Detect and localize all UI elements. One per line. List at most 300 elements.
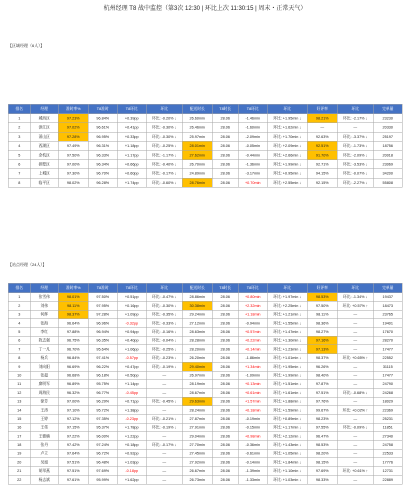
t8-time-diff-cell: +0.13min — [238, 380, 267, 389]
t8-time-diff-cell: -1.60min — [238, 123, 267, 132]
rating-change-cell: 环比: -0.09% ↓ — [337, 423, 373, 432]
table-row — [8, 397, 402, 406]
order-count-cell: 17776 — [373, 458, 402, 467]
rank-cell: 12 — [8, 388, 30, 397]
delivery-time-cell: 27.70min — [182, 441, 212, 450]
t8-time-cell: 28.06 — [212, 310, 238, 319]
delivery-time-change-cell: 环比: +1.03min ↓ — [267, 475, 307, 484]
table-row — [8, 414, 402, 423]
page-title: 杭州经理 T8 战中监控（第3次 12:30 | 环比上次 11:30:15 | 周末・正常天气） — [103, 4, 307, 12]
delivery-time-change-cell: 环比: +1.99min ↓ — [267, 371, 307, 380]
rating-cell: 92.71% — [307, 160, 337, 169]
delivery-time-cell: 26.46min — [182, 123, 212, 132]
rating-change-cell: 环比: -0.07% ↓ — [337, 169, 373, 178]
delivery-time-cell: 29.40min — [182, 362, 212, 371]
t8-on-time-cell: 96.18% — [88, 371, 117, 380]
on-time-rate-cell: 97.23% — [58, 114, 88, 123]
rating-cell: 92.51% — [307, 141, 337, 150]
t8-time-diff-cell: -1.09min — [238, 371, 267, 380]
column-header: 好评率 — [307, 104, 337, 114]
t8-time-cell: 28.06 — [212, 160, 238, 169]
rating-change-cell: — — [337, 345, 373, 354]
order-count-cell: 18029 — [373, 397, 402, 406]
t8-on-time-cell: 96.33% — [88, 151, 117, 160]
t8-time-diff-cell: +0.80min — [238, 293, 267, 302]
manager-name-cell: 王伟 — [30, 423, 58, 432]
column-header: 环比 — [337, 283, 373, 293]
rank-cell: 7 — [8, 345, 30, 354]
table-row — [8, 467, 402, 476]
t8-time-cell: 28.06 — [212, 345, 238, 354]
delivery-time-cell: 24.89min — [182, 169, 212, 178]
order-count-cell: 24268 — [373, 388, 402, 397]
on-time-change-cell: — — [146, 475, 182, 484]
on-time-change-cell: — — [146, 467, 182, 476]
delivery-time-cell: 28.19min — [182, 380, 212, 389]
delivery-time-change-cell: 环比: +1.95min ↓ — [267, 114, 307, 123]
order-count-cell: 20018 — [373, 151, 402, 160]
rating-change-cell: — — [337, 449, 373, 458]
t8-time-cell: 28.06 — [212, 458, 238, 467]
t8-time-diff-cell: -0.14min — [238, 458, 267, 467]
delivery-time-cell: 28.20min — [182, 345, 212, 354]
rating-cell: 98.20% — [307, 449, 337, 458]
on-time-rate-cell: 97.42% — [58, 441, 88, 450]
t8-time-cell: 28.06 — [212, 151, 238, 160]
rating-cell: — — [307, 123, 337, 132]
table-row — [8, 301, 402, 310]
rating-cell: 99.67% — [307, 406, 337, 415]
delivery-time-change-cell: 环比: +1.59min ↓ — [267, 406, 307, 415]
column-header: 环比 — [267, 104, 307, 114]
on-time-rate-cell: 96.70% — [58, 345, 88, 354]
rating-cell: 98.23% — [307, 414, 337, 423]
column-header: 环比 — [267, 283, 307, 293]
rank-cell: 3 — [8, 310, 30, 319]
delivery-time-change-cell: 环比: +1.84min ↓ — [267, 458, 307, 467]
rating-cell: 98.53% — [307, 441, 337, 450]
on-time-change-cell: 环比: -0.21% ↓ — [146, 414, 182, 423]
t8-time-cell: 28.06 — [212, 178, 238, 187]
t8-on-time-cell: 97.95% — [88, 301, 117, 310]
t8-on-time-diff-cell: +1.06pp — [117, 345, 146, 354]
table-row — [8, 169, 402, 178]
t8-time-cell: 28.06 — [212, 380, 238, 389]
table-body — [8, 114, 402, 188]
t8-time-cell: 28.06 — [212, 114, 238, 123]
delivery-time-cell: 29.04min — [182, 432, 212, 441]
t8-on-time-diff-cell: +1.22pp — [117, 432, 146, 441]
order-count-cell: 17477 — [373, 345, 402, 354]
header-row — [8, 283, 402, 293]
manager-name-cell: 滨江区 — [30, 123, 58, 132]
on-time-rate-cell: 97.61% — [58, 475, 88, 484]
t8-on-time-diff-cell: +0.47pp — [117, 362, 146, 371]
on-time-rate-cell: 96.84% — [58, 354, 88, 363]
rating-change-cell: — — [337, 362, 373, 371]
delivery-time-change-cell: 环比: +1.43min ↓ — [267, 441, 307, 450]
rank-cell: 10 — [8, 371, 30, 380]
t8-time-cell: 28.06 — [212, 449, 238, 458]
rating-cell: 98.27% — [307, 328, 337, 337]
t8-on-time-diff-cell: +1.14pp — [117, 380, 146, 389]
rank-cell: 17 — [8, 432, 30, 441]
delivery-time-change-cell: 环比: +0.95min ↓ — [267, 169, 307, 178]
delivery-time-cell: 27.45min — [182, 449, 212, 458]
delivery-time-change-cell: 环比: +1.21min ↓ — [267, 310, 307, 319]
t8-on-time-diff-cell: -0.45pp — [117, 388, 146, 397]
manager-name-cell: 李红 — [30, 328, 58, 337]
t8-time-diff-cell: -0.61min — [238, 449, 267, 458]
delivery-time-change-cell: 环比: +1.55min ↓ — [267, 319, 307, 328]
table-row — [8, 371, 402, 380]
t8-on-time-diff-cell: -0.32pp — [117, 319, 146, 328]
rating-cell: 97.55% — [307, 423, 337, 432]
t8-on-time-diff-cell: -0.18pp — [117, 467, 146, 476]
column-header: 环比 — [146, 104, 182, 114]
t8-on-time-diff-cell: +0.94pp — [117, 328, 146, 337]
t8-on-time-diff-cell: +1.17pp — [117, 151, 146, 160]
rating-change-cell: 环比: +0.57% ↑ — [337, 301, 373, 310]
delivery-time-change-cell: 环比: +1.95min ↓ — [267, 362, 307, 371]
column-header: 排名 — [8, 104, 30, 114]
column-header: T8时长 — [212, 283, 238, 293]
table-row — [8, 310, 402, 319]
rating-change-cell: — — [337, 371, 373, 380]
t8-on-time-diff-cell: +0.18pp — [117, 441, 146, 450]
delivery-time-change-cell: 环比: +1.97min ↓ — [267, 293, 307, 302]
t8-on-time-cell: 97.69% — [88, 467, 117, 476]
delivery-time-change-cell: 环比: +1.88min ↓ — [267, 397, 307, 406]
t8-on-time-diff-cell: -0.23pp — [117, 414, 146, 423]
on-time-rate-cell: 97.49% — [58, 141, 88, 150]
rank-cell: 1 — [8, 114, 30, 123]
t8-on-time-cell: 96.70% — [88, 169, 117, 178]
t8-time-diff-cell: -0.05min — [238, 141, 267, 150]
t8-time-diff-cell: -0.94min — [238, 319, 267, 328]
manager-name-cell: 上城区 — [30, 169, 58, 178]
on-time-change-cell: 环比: -0.47% ↓ — [146, 293, 182, 302]
table-row — [8, 441, 402, 450]
t8-on-time-diff-cell: +1.62pp — [117, 475, 146, 484]
t8-on-time-diff-cell: +0.40pp — [117, 336, 146, 345]
t8-on-time-cell: 97.50% — [88, 293, 117, 302]
t8-on-time-cell: 96.95% — [88, 132, 117, 141]
rank-cell: 11 — [8, 380, 30, 389]
order-count-cell: 17670 — [373, 328, 402, 337]
t8-on-time-cell: 97.24% — [88, 441, 117, 450]
rank-cell: 15 — [8, 414, 30, 423]
t8-time-cell: 28.06 — [212, 371, 238, 380]
table-row — [8, 354, 402, 363]
rank-cell: 13 — [8, 397, 30, 406]
rating-cell: 94.15% — [307, 169, 337, 178]
delivery-time-change-cell: 环比: +0.89min ↓ — [267, 414, 307, 423]
column-header: 环比 — [337, 104, 373, 114]
t8-on-time-diff-cell: +0.33pp — [117, 132, 146, 141]
t8-time-cell: 28.06 — [212, 432, 238, 441]
rating-change-cell: 环比: -2.27% ↓ — [337, 178, 373, 187]
t8-time-cell: 28.06 — [212, 319, 238, 328]
rating-cell: 97.51% — [307, 388, 337, 397]
t8-time-diff-cell: +0.98min — [238, 432, 267, 441]
t8-time-diff-cell: +0.14min — [238, 345, 267, 354]
on-time-change-cell: — — [146, 406, 182, 415]
table-row — [8, 406, 402, 415]
table-row — [8, 388, 402, 397]
t8-on-time-cell: 95.99% — [88, 475, 117, 484]
rank-cell: 4 — [8, 319, 30, 328]
delivery-time-cell: 26.70min — [182, 160, 212, 169]
rank-cell: 14 — [8, 406, 30, 415]
manager-name-cell: 张海 — [30, 319, 58, 328]
on-time-change-cell: 环比: -0.25% ↓ — [146, 141, 182, 150]
on-time-rate-cell: 97.10% — [58, 406, 88, 415]
manager-name-cell: 张丹 — [30, 441, 58, 450]
t8-time-cell: 28.06 — [212, 388, 238, 397]
t8-on-time-diff-cell: +0.51pp — [117, 293, 146, 302]
column-header: 排名 — [8, 283, 30, 293]
delivery-time-cell: 26.97min — [182, 371, 212, 380]
table-row — [8, 160, 402, 169]
rating-cell: 98.53% — [307, 293, 337, 302]
on-time-change-cell: 环比: -0.16% ↓ — [146, 328, 182, 337]
on-time-rate-cell: 97.28% — [58, 132, 88, 141]
t8-time-diff-cell: +1.18min — [238, 310, 267, 319]
on-time-rate-cell: 96.64% — [58, 319, 88, 328]
delivery-time-cell: 27.91min — [182, 423, 212, 432]
rating-cell: 98.21% — [307, 114, 337, 123]
manager-name-cell: 王婷 — [30, 414, 58, 423]
rating-change-cell: 环比: -3.37% ↓ — [337, 132, 373, 141]
t8-time-cell: 28.06 — [212, 169, 238, 178]
on-time-change-cell: 环比: -0.30% ↓ — [146, 123, 182, 132]
rating-cell: 97.76% — [307, 397, 337, 406]
t8-on-time-cell: 96.84% — [88, 114, 117, 123]
rating-change-cell: 环比: -1.34% ↓ — [337, 293, 373, 302]
on-time-rate-cell: 97.50% — [58, 151, 88, 160]
manager-name-cell: 张超 — [30, 371, 58, 380]
rating-change-cell: 环比: -0.68% ↓ — [337, 388, 373, 397]
on-time-change-cell: — — [146, 371, 182, 380]
rating-cell: 96.26% — [307, 362, 337, 371]
delivery-time-cell: 28.63min — [182, 328, 212, 337]
column-header: 准时率% — [58, 104, 88, 114]
on-time-rate-cell: 97.12% — [58, 414, 88, 423]
on-time-rate-cell: 97.00% — [58, 160, 88, 169]
delivery-time-cell: 26.60min — [182, 114, 212, 123]
t8-on-time-cell: 96.34% — [88, 160, 117, 169]
order-count-cell: 55808 — [373, 178, 402, 187]
manager-name-cell: 廖明军 — [30, 380, 58, 389]
on-time-change-cell: 环比: -0.23% ↓ — [146, 354, 182, 363]
t8-time-diff-cell: -1.39min — [238, 467, 267, 476]
table-site-managers — [8, 283, 403, 484]
table-row — [8, 114, 402, 123]
t8-time-cell: 28.06 — [212, 414, 238, 423]
column-header: T8环比 — [117, 104, 146, 114]
column-header: 环比 — [146, 283, 182, 293]
rating-change-cell: 环比: -2.17% ↓ — [337, 114, 373, 123]
manager-name-cell: 张雪伟 — [30, 293, 58, 302]
rank-cell: 6 — [8, 160, 30, 169]
on-time-change-cell: — — [146, 458, 182, 467]
table-header — [8, 283, 402, 293]
on-time-change-cell: — — [146, 449, 182, 458]
order-count-cell: 25231 — [373, 414, 402, 423]
t8-on-time-diff-cell: +0.39pp — [117, 114, 146, 123]
column-header: 配送时长 — [182, 104, 212, 114]
t8-on-time-diff-cell: +1.18pp — [117, 141, 146, 150]
rank-cell: 20 — [8, 458, 30, 467]
on-time-change-cell: 环比: -0.19% ↓ — [146, 362, 182, 371]
on-time-rate-cell: 96.75% — [58, 336, 88, 345]
rank-cell: 16 — [8, 423, 30, 432]
t8-on-time-cell: 96.61% — [88, 123, 117, 132]
t8-on-time-diff-cell: -0.57pp — [117, 354, 146, 363]
table-row — [8, 380, 402, 389]
rating-change-cell: 环比: +0.61% ↑ — [337, 467, 373, 476]
t8-on-time-cell: 95.75% — [88, 380, 117, 389]
order-count-cell: 22889 — [373, 475, 402, 484]
manager-name-cell: 王涛 — [30, 406, 58, 415]
delivery-time-change-cell: 环比: +1.30min ↓ — [267, 336, 307, 345]
rating-cell: 98.33% — [307, 475, 337, 484]
rank-cell: 9 — [8, 362, 30, 371]
t8-time-diff-cell: +0.57min — [238, 328, 267, 337]
t8-on-time-cell: 97.35% — [88, 414, 117, 423]
rank-cell: 4 — [8, 141, 30, 150]
t8-time-diff-cell: +0.70min — [238, 178, 267, 187]
manager-name-cell: 余杭区 — [30, 151, 58, 160]
on-time-rate-cell: 97.22% — [58, 432, 88, 441]
rating-change-cell: — — [337, 397, 373, 406]
t8-on-time-cell: 95.64% — [88, 345, 117, 354]
t8-on-time-cell: 96.77% — [88, 388, 117, 397]
on-time-rate-cell: 98.02% — [58, 178, 88, 187]
manager-name-cell: 刘伟 — [30, 301, 58, 310]
on-time-change-cell: 环比: -0.60% ↓ — [146, 178, 182, 187]
delivery-time-change-cell: 环比: +1.61min ↓ — [267, 388, 307, 397]
t8-on-time-cell: 97.28% — [88, 310, 117, 319]
manager-name-cell: 西湖区 — [30, 141, 58, 150]
order-count-cell: 22369 — [373, 406, 402, 415]
on-time-change-cell: 环比: -0.40% ↓ — [146, 160, 182, 169]
on-time-change-cell: 环比: -0.33% ↓ — [146, 319, 182, 328]
on-time-change-cell: 环比: -0.04% ↓ — [146, 336, 182, 345]
on-time-change-cell: 环比: -0.20% ↓ — [146, 114, 182, 123]
header-row — [8, 104, 402, 114]
t8-time-diff-cell: -1.36min — [238, 160, 267, 169]
rank-cell: 22 — [8, 475, 30, 484]
t8-time-diff-cell: -1.46min — [238, 114, 267, 123]
rating-change-cell: 环比: -3.53% ↓ — [337, 160, 373, 169]
delivery-time-cell: 26.20min — [182, 354, 212, 363]
column-header: 完单量 — [373, 283, 402, 293]
rank-cell: 21 — [8, 467, 30, 476]
column-header: 好评率 — [307, 283, 337, 293]
rating-change-cell: — — [337, 123, 373, 132]
rating-cell: 92.15% — [307, 178, 337, 187]
rating-change-cell: 环比: +0.02% ↑ — [337, 406, 373, 415]
t8-time-diff-cell: -0.15min — [238, 423, 267, 432]
table-row — [8, 449, 402, 458]
on-time-change-cell: 环比: -0.17% ↓ — [146, 441, 182, 450]
t8-on-time-diff-cell: +1.78pp — [117, 423, 146, 432]
delivery-time-cell: 27.12min — [182, 319, 212, 328]
delivery-time-change-cell: 环比: +1.01min ↓ — [267, 354, 307, 363]
delivery-time-change-cell: 环比: +1.62min ↓ — [267, 123, 307, 132]
on-time-rate-cell: 97.30% — [58, 169, 88, 178]
rank-cell: 3 — [8, 132, 30, 141]
t8-time-diff-cell: -1.86min — [238, 354, 267, 363]
table-row — [8, 475, 402, 484]
t8-time-diff-cell: -1.33min — [238, 475, 267, 484]
column-header: 准时率% — [58, 283, 88, 293]
rank-cell: 1 — [8, 293, 30, 302]
t8-time-diff-cell: -2.09min — [238, 132, 267, 141]
on-time-rate-cell: 97.02% — [58, 123, 88, 132]
manager-name-cell: 胡翠燕 — [30, 467, 58, 476]
order-count-cell: 25197 — [373, 132, 402, 141]
manager-name-cell: 卢立 — [30, 449, 58, 458]
order-count-cell: 22552 — [373, 354, 402, 363]
on-time-rate-cell: 98.11% — [58, 301, 88, 310]
on-time-rate-cell: 96.32% — [58, 388, 88, 397]
delivery-time-change-cell: 环比: +2.66min ↓ — [267, 151, 307, 160]
delivery-time-cell: 28.76min — [182, 178, 212, 187]
order-count-cell: 18756 — [373, 141, 402, 150]
delivery-time-change-cell: 环比: +1.05min ↓ — [267, 449, 307, 458]
t8-time-diff-cell: +0.22min — [238, 336, 267, 345]
on-time-rate-cell: 97.51% — [58, 467, 88, 476]
delivery-time-change-cell: 环比: +1.47min ↓ — [267, 328, 307, 337]
manager-name-cell: 徐芳 — [30, 397, 58, 406]
table-row — [8, 132, 402, 141]
order-count-cell: 22533 — [373, 449, 402, 458]
t8-time-cell: 28.06 — [212, 354, 238, 363]
delivery-time-cell: 28.67min — [182, 388, 212, 397]
on-time-change-cell: 环比: -0.30% ↓ — [146, 132, 182, 141]
delivery-time-cell: 26.67min — [182, 467, 212, 476]
order-count-cell: 23230 — [373, 114, 402, 123]
t8-on-time-diff-cell: +0.50pp — [117, 371, 146, 380]
table-row — [8, 458, 402, 467]
t8-on-time-diff-cell: +1.09pp — [117, 310, 146, 319]
section-label-site-managers: 【站点经理（24人）】 — [8, 262, 47, 267]
on-time-rate-cell: 98.01% — [58, 293, 88, 302]
rating-change-cell: — — [337, 441, 373, 450]
t8-on-time-cell: 96.28% — [88, 178, 117, 187]
on-time-rate-cell: 97.15% — [58, 423, 88, 432]
rank-cell: 19 — [8, 449, 30, 458]
on-time-rate-cell: 96.68% — [58, 371, 88, 380]
table-row — [8, 328, 402, 337]
rating-change-cell: 环比: -2.09% ↓ — [337, 151, 373, 160]
manager-name-cell: 王雅楠 — [30, 432, 58, 441]
manager-name-cell: 杨兵 — [30, 354, 58, 363]
t8-on-time-cell: 96.35% — [88, 336, 117, 345]
table-row — [8, 151, 402, 160]
t8-on-time-diff-cell: +0.66pp — [117, 160, 146, 169]
t8-on-time-cell: 96.94% — [88, 328, 117, 337]
t8-time-diff-cell: -0.36min — [238, 441, 267, 450]
t8-time-cell: 28.06 — [212, 132, 238, 141]
on-time-change-cell: — — [146, 380, 182, 389]
rating-cell: 92.63% — [307, 132, 337, 141]
manager-name-cell: 陈志强 — [30, 336, 58, 345]
rank-cell: 5 — [8, 328, 30, 337]
